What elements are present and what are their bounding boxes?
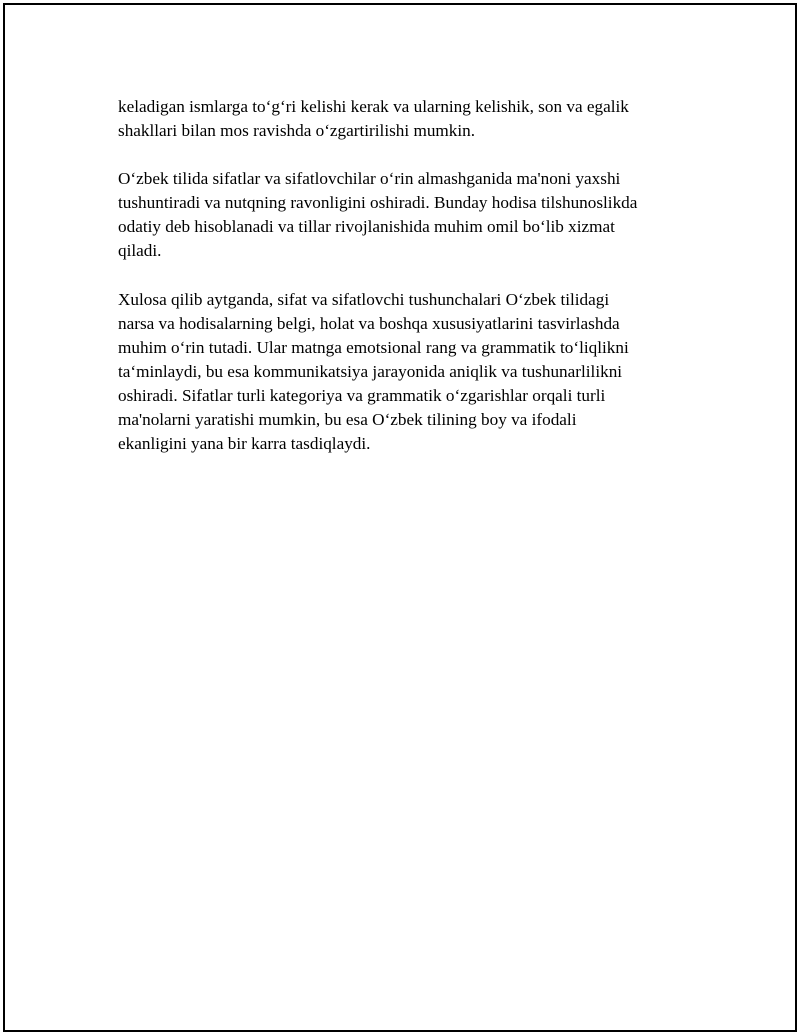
- text-line: tushuntiradi va nutqning ravonligini oshiradi. Bunday hodisa tilshunoslikda: [118, 193, 638, 213]
- text-line: ta‘minlaydi, bu esa kommunikatsiya jarayonida aniqlik va tushunarlilikni: [118, 361, 623, 381]
- text-line: ma'nolarni yaratishi mumkin, bu esa O‘zbek tilining boy va ifodali: [118, 410, 577, 430]
- text-line: qiladi.: [118, 241, 162, 261]
- text-line: oshiradi. Sifatlar turli kategoriya va grammatik o‘zgarishlar orqali turli: [118, 385, 606, 405]
- text-line: Xulosa qilib aytganda, sifat va sifatlovchi tushunchalari O‘zbek tilidagi: [118, 289, 610, 309]
- document-body: [118, 95, 678, 480]
- paragraph-3: [118, 288, 678, 457]
- text-line: O‘zbek tilida sifatlar va sifatlovchilar o‘rin almashganida ma'noni yaxshi: [118, 169, 621, 189]
- paragraph-1: [118, 95, 678, 143]
- text-line: odatiy deb hisoblanadi va tillar rivojlanishida muhim omil bo‘lib xizmat: [118, 217, 615, 237]
- text-line: ekanligini yana bir karra tasdiqlaydi.: [118, 434, 371, 454]
- text-line: keladigan ismlarga to‘g‘ri kelishi kerak va ularning kelishik, son va egalik: [118, 97, 629, 116]
- paragraph-2: [118, 167, 678, 263]
- text-line: muhim o‘rin tutadi. Ular matnga emotsional rang va grammatik to‘liqlikni: [118, 337, 629, 357]
- text-line: narsa va hodisalarning belgi, holat va boshqa xususiyatlarini tasvirlashda: [118, 313, 620, 333]
- text-line: shakllari bilan mos ravishda o‘zgartirilishi mumkin.: [118, 121, 476, 141]
